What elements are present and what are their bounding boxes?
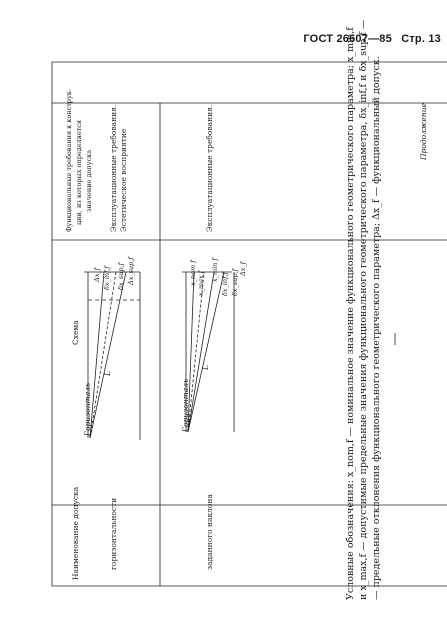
- notes-line-1: Условные обозначения: x_nom,f — номинальное значение функционального геометрического параметра; x_min,f: [345, 27, 356, 600]
- header-requirements-3: значение допуска: [85, 149, 93, 212]
- standard-number: ГОСТ 26607—85: [303, 33, 392, 45]
- row1-length-label: L: [103, 371, 112, 376]
- tolerance-line: [90, 272, 116, 438]
- row1-requirements-1: Эксплуатационные требования.: [109, 104, 118, 232]
- row1-baseline-label: Горизонталь: [83, 382, 92, 436]
- row2-scheme-label: Δx_f: [239, 261, 247, 276]
- row2-requirements-1: Эксплуатационные требования.: [205, 104, 214, 232]
- row1-scheme-label: Δx_sup,f: [127, 257, 135, 285]
- notes-line-2: и x_max,f — допустимые предельные значения функционального геометрического параметра, δx_inf,f и δx_sup,f —: [358, 19, 369, 600]
- page-number: Стр. 13: [401, 33, 441, 45]
- row2-scheme-label: δx_inf,f: [221, 272, 229, 296]
- row1-name: горизонтальности: [109, 497, 118, 570]
- row2-scheme-label: x_min f: [211, 258, 219, 282]
- row1-scheme-label: Δx_f: [93, 267, 101, 282]
- row1-scheme-label: δx_inf,f: [103, 266, 111, 290]
- continuation-label: Продолжение: [419, 102, 428, 160]
- header-name: Наименование допуска: [71, 486, 80, 580]
- row2-scheme-label: δx_sup,f: [231, 269, 239, 296]
- tolerance-line: [90, 272, 126, 438]
- header-requirements-2: ции, из которых определяется: [75, 120, 83, 225]
- tolerance-line: [188, 272, 214, 432]
- notes-line-3: — предельные отклонения функционального геометрического параметра; Δx_f — функциональный допуск.: [371, 56, 382, 600]
- row1-scheme-label: δx_sup,f: [117, 263, 125, 290]
- header-requirements-1: Функциональные требования к конструк-: [65, 88, 73, 232]
- row2-baseline-label: Горизонталь: [181, 378, 190, 432]
- header-scheme: Схема: [71, 320, 80, 345]
- row2-length-label: L: [201, 365, 210, 370]
- row1-requirements-2: Эстетическое восприятие: [119, 128, 128, 232]
- row2-scheme-label: x_max f: [197, 270, 205, 296]
- row2-name: заданного наклона: [205, 494, 214, 570]
- row2-scheme-label: x_nom f: [189, 260, 197, 286]
